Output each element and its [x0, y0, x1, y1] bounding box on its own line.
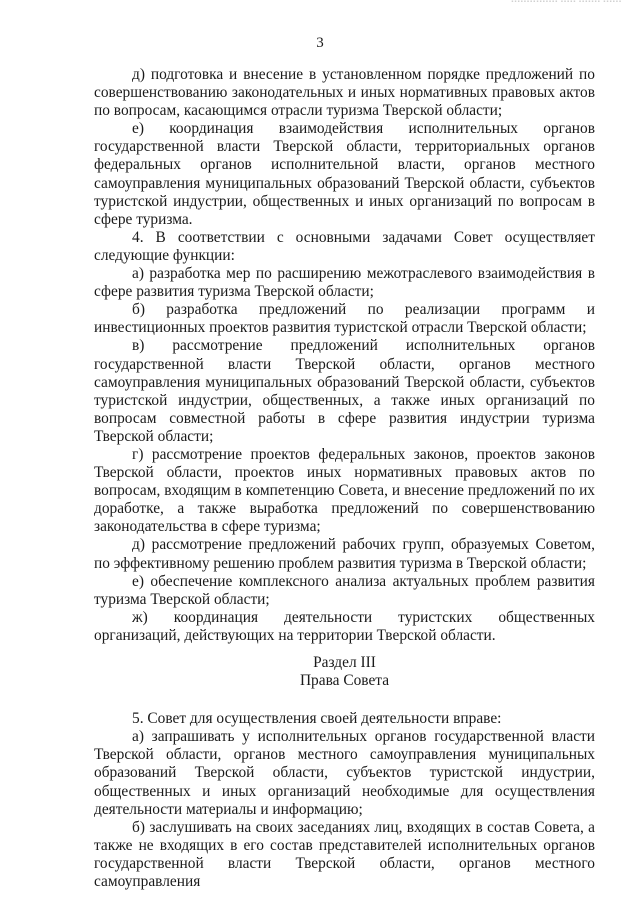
paragraph-d-proposals-legislation: д) подготовка и внесение в установленном порядке предложений по совершенствованию законодательных и иных нормативных правовых актов по вопросам, касающимся отрасли туризма Тверской области;: [94, 66, 595, 120]
section-heading: [94, 654, 595, 690]
section-title: Права Совета: [299, 672, 390, 690]
right-a: а) запрашивать у исполнительных органов государственной власти Тверской области, органов местного самоуправления муниципальных образований Тверской области, субъектов туристской индустрии, общественных и иных организаций необходимые для осуществления деятельности материалы и информацию;: [94, 728, 595, 818]
function-g: г) рассмотрение проектов федеральных законов, проектов законов Тверской области, проектов иных нормативных правовых актов по вопросам, входящим в компетенцию Совета, и внесение предложений по их доработке, а также выработка предложений по совершенствованию законодательства в сфере туризма;: [94, 445, 595, 536]
function-v: в) рассмотрение предложений исполнительных органов государственной власти Тверской области, органов местного самоуправления муниципальных образований Тверской области, субъектов туристской индустрии, общественных, а также иных организаций по вопросам совместной работы в сфере развития индустрии туризма Тверской области;: [94, 337, 595, 445]
function-a: а) разработка мер по расширению межотраслевого взаимодействия в сфере развития туризма Тверской области;: [94, 265, 595, 301]
page-number: 3: [316, 35, 324, 51]
paragraph-4-functions: 4. В соответствии с основными задачами Совет осуществляет следующие функции:: [94, 228, 595, 264]
function-zh: ж) координация деятельности туристских общественных организаций, действующих на территории Тверской области.: [94, 608, 595, 644]
right-b: б) заслушивать на своих заседаниях лиц, входящих в состав Совета, а также не входящих в его состав представителей исполнительных органов государственной власти Тверской области, органов местного самоуправления: [94, 818, 595, 891]
paragraph-5-rights: 5. Совет для осуществления своей деятельности вправе:: [132, 710, 502, 728]
function-d: д) рассмотрение предложений рабочих групп, образуемых Советом, по эффективному решению проблем развития туризма в Тверской области;: [94, 536, 595, 572]
scan-header-mark: ▪▪▪▪▪▪▪▪▪▪▪▪▪▪▪ ▪▪▪▪▪ ▪▪▪▪▪▪▪ ▪▪▪▪▪▪: [511, 0, 622, 4]
function-e: е) обеспечение комплексного анализа актуальных проблем развития туризма Тверской области;: [94, 572, 595, 608]
paragraph-e-coordination: е) координация взаимодействия исполнительных органов государственной власти Тверской области, территориальных органов федеральных органов исполнительной власти, органов местного самоуправления муниципальных образований Тверской области, субъектов туристской индустрии, общественных и иных организаций по вопросам в сфере туризма.: [94, 120, 595, 228]
section-number: Раздел III: [313, 654, 376, 671]
document-body: [94, 66, 595, 891]
function-b: б) разработка предложений по реализации программ и инвестиционных проектов развития туристской отрасли Тверской области;: [94, 301, 595, 337]
